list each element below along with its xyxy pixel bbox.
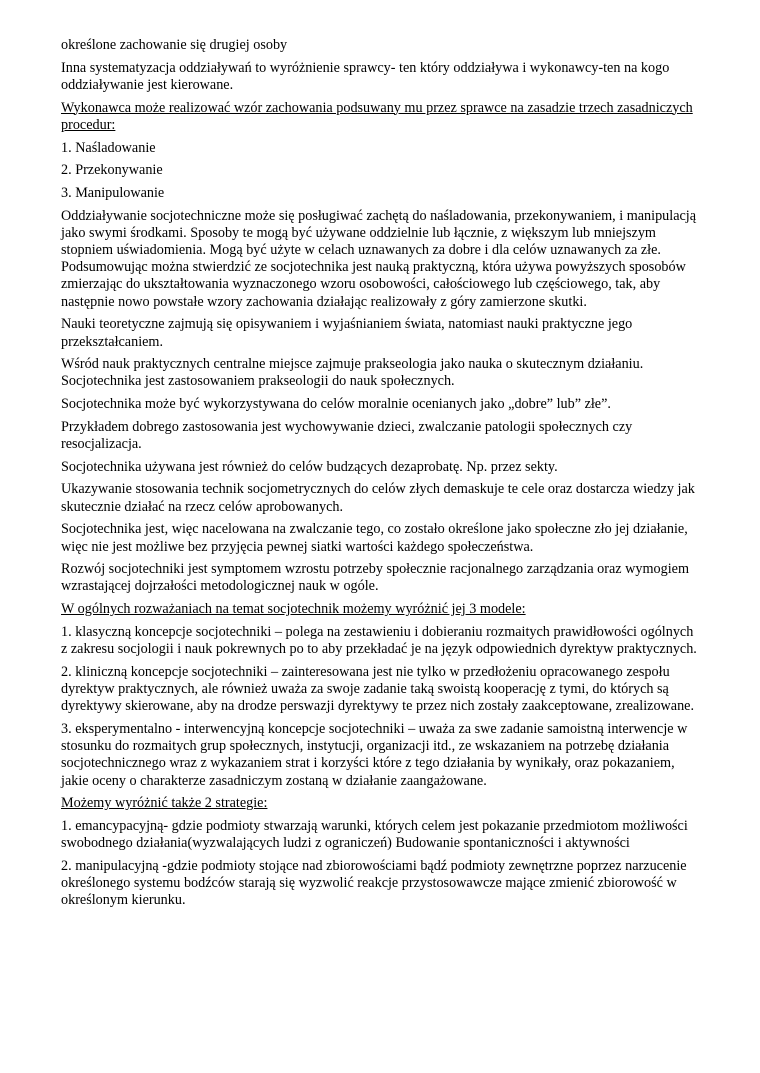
list-item-strategy-2: 2. manipulacyjną -gdzie podmioty stojące nad zbiorowościami bądź podmioty zewnętrzne poprzez narzucenie określonego systemu bodźców starają się wyzwolić reakcje przystosowawcze mające zmienić zbiorowość w określonym kierunku.	[61, 857, 687, 909]
paragraph-disapproved-use: Socjotechnika używana jest również do celów budzących dezaprobatę. Np. przez sekty.	[61, 458, 558, 475]
paragraph-exposing-techniques: Ukazywanie stosowania technik socjometrycznych do celów złych demaskuje te cele oraz dostarcza wiedzy jak skutecznie działać na rzecz celów aprobowanych.	[61, 481, 695, 515]
list-item-model-2: 2. kliniczną koncepcje socjotechniki – zainteresowana jest nie tylko w przedłożeniu opracowanego zespołu dyrektyw praktycznych, ale również uważa za swoje zadanie taką swoistą kooperację z tymi, do których są dyrektywy skierowane, aby na drodze perswazji dyrektywy te przez nich zostały zaakceptowane, zrealizowane.	[61, 663, 695, 715]
document-page	[61, 37, 701, 915]
paragraph-praxeology: Wśród nauk praktycznych centralne miejsce zajmuje prakseologia jako nauka o skutecznym działaniu. Socjotechnika jest zastosowaniem prakseologii do nauk społecznych.	[61, 356, 644, 390]
paragraph-fighting-evil: Socjotechnika jest, więc nacelowana na zwalczanie tego, co zostało określone jako społeczne zło jej działanie, więc nie jest możliwe bez przyjęcia pewnej siatki wartości każdego społeczeństwa.	[61, 521, 688, 555]
list-item-model-3: 3. eksperymentalno - interwencyjną koncepcje socjotechniki – uważa za swe zadanie samoistną interwencje w stosunku do rozmaitych grup społecznych, instytucji, organizacji itd., ze wskazaniem na potrzebę działania socjotechnicznego wraz z wykazaniem strat i korzyści które z tego działania by wynikały, oraz pokazaniem, jakie oceny o charakterze zasadniczym zostaną w działanie zaangażowane.	[61, 720, 688, 789]
list-item-model-1: 1. klasyczną koncepcje socjotechniki – polega na zestawieniu i dobieraniu rozmaitych prawidłowości ogólnych z zakresu socjologii i nauk pokrewnych po to aby przekładać je na język odpowiednich dyrektyw praktycznych.	[61, 623, 697, 658]
heading-models: W ogólnych rozważaniach na temat socjotechnik możemy wyróżnić jej 3 modele:	[61, 601, 526, 618]
paragraph-moral-use: Socjotechnika może być wykorzystywana do celów moralnie ocenianych jako „dobre” lub” złe”.	[61, 396, 611, 413]
heading-procedures: Wykonawca może realizować wzór zachowania podsuwany mu przez sprawce na zasadzie trzech zasadniczych procedur:	[61, 99, 693, 133]
heading-strategies: Możemy wyróżnić także 2 strategie:	[61, 795, 268, 812]
paragraph-theoretical-sciences: Nauki teoretyczne zajmują się opisywaniem i wyjaśnianiem świata, natomiast nauki praktyczne jego przekształcaniem.	[61, 316, 633, 350]
paragraph-sociotechnical-influence: Oddziaływanie socjotechniczne może się posługiwać zachętą do naśladowania, przekonywaniem, i manipulacją jako swymi środkami. Sposoby te mogą być używane oddzielnie lub łącznie, z większym lub mniejszym stopniem uświadomienia. Mogą być użyte w celach uznawanych za dobre i dla celów uznawanych za złe. Podsumowując można stwierdzić ze socjotechnika jest nauką praktyczną, która używa powyższych sposobów zmierzając do ukształtowania wyznaczonego wzoru osobowości, całościowego lub częściowego, tak, aby następnie nowo powstałe wzory zachowania działając realizowały z góry zamierzone skutki.	[61, 207, 697, 310]
list-item-procedure-1: 1. Naśladowanie	[61, 139, 156, 156]
paragraph-systematization: Inna systematyzacja oddziaływań to wyróżnienie sprawcy- ten który oddziaływa i wykonawcy-ten na kogo oddziaływanie jest kierowane.	[61, 59, 670, 93]
list-item-strategy-1: 1. emancypacyjną- gdzie podmioty stwarzają warunki, których celem jest pokazanie przedmiotom możliwości swobodnego działania(wyzwalających ludzi z ograniczeń) Budowanie spontaniczności i aktywności	[61, 817, 688, 852]
paragraph-continuation: określone zachowanie się drugiej osoby	[61, 37, 288, 53]
paragraph-development: Rozwój socjotechniki jest symptomem wzrostu potrzeby społecznie racjonalnego zarządzania oraz wymogiem wzrastającej dojrzałości metodologicznej nauk w ogóle.	[61, 561, 689, 595]
list-item-procedure-3: 3. Manipulowanie	[61, 184, 165, 201]
list-item-procedure-2: 2. Przekonywanie	[61, 162, 163, 179]
paragraph-good-use-example: Przykładem dobrego zastosowania jest wychowywanie dzieci, zwalczanie patologii społecznych czy resocjalizacja.	[61, 418, 633, 453]
